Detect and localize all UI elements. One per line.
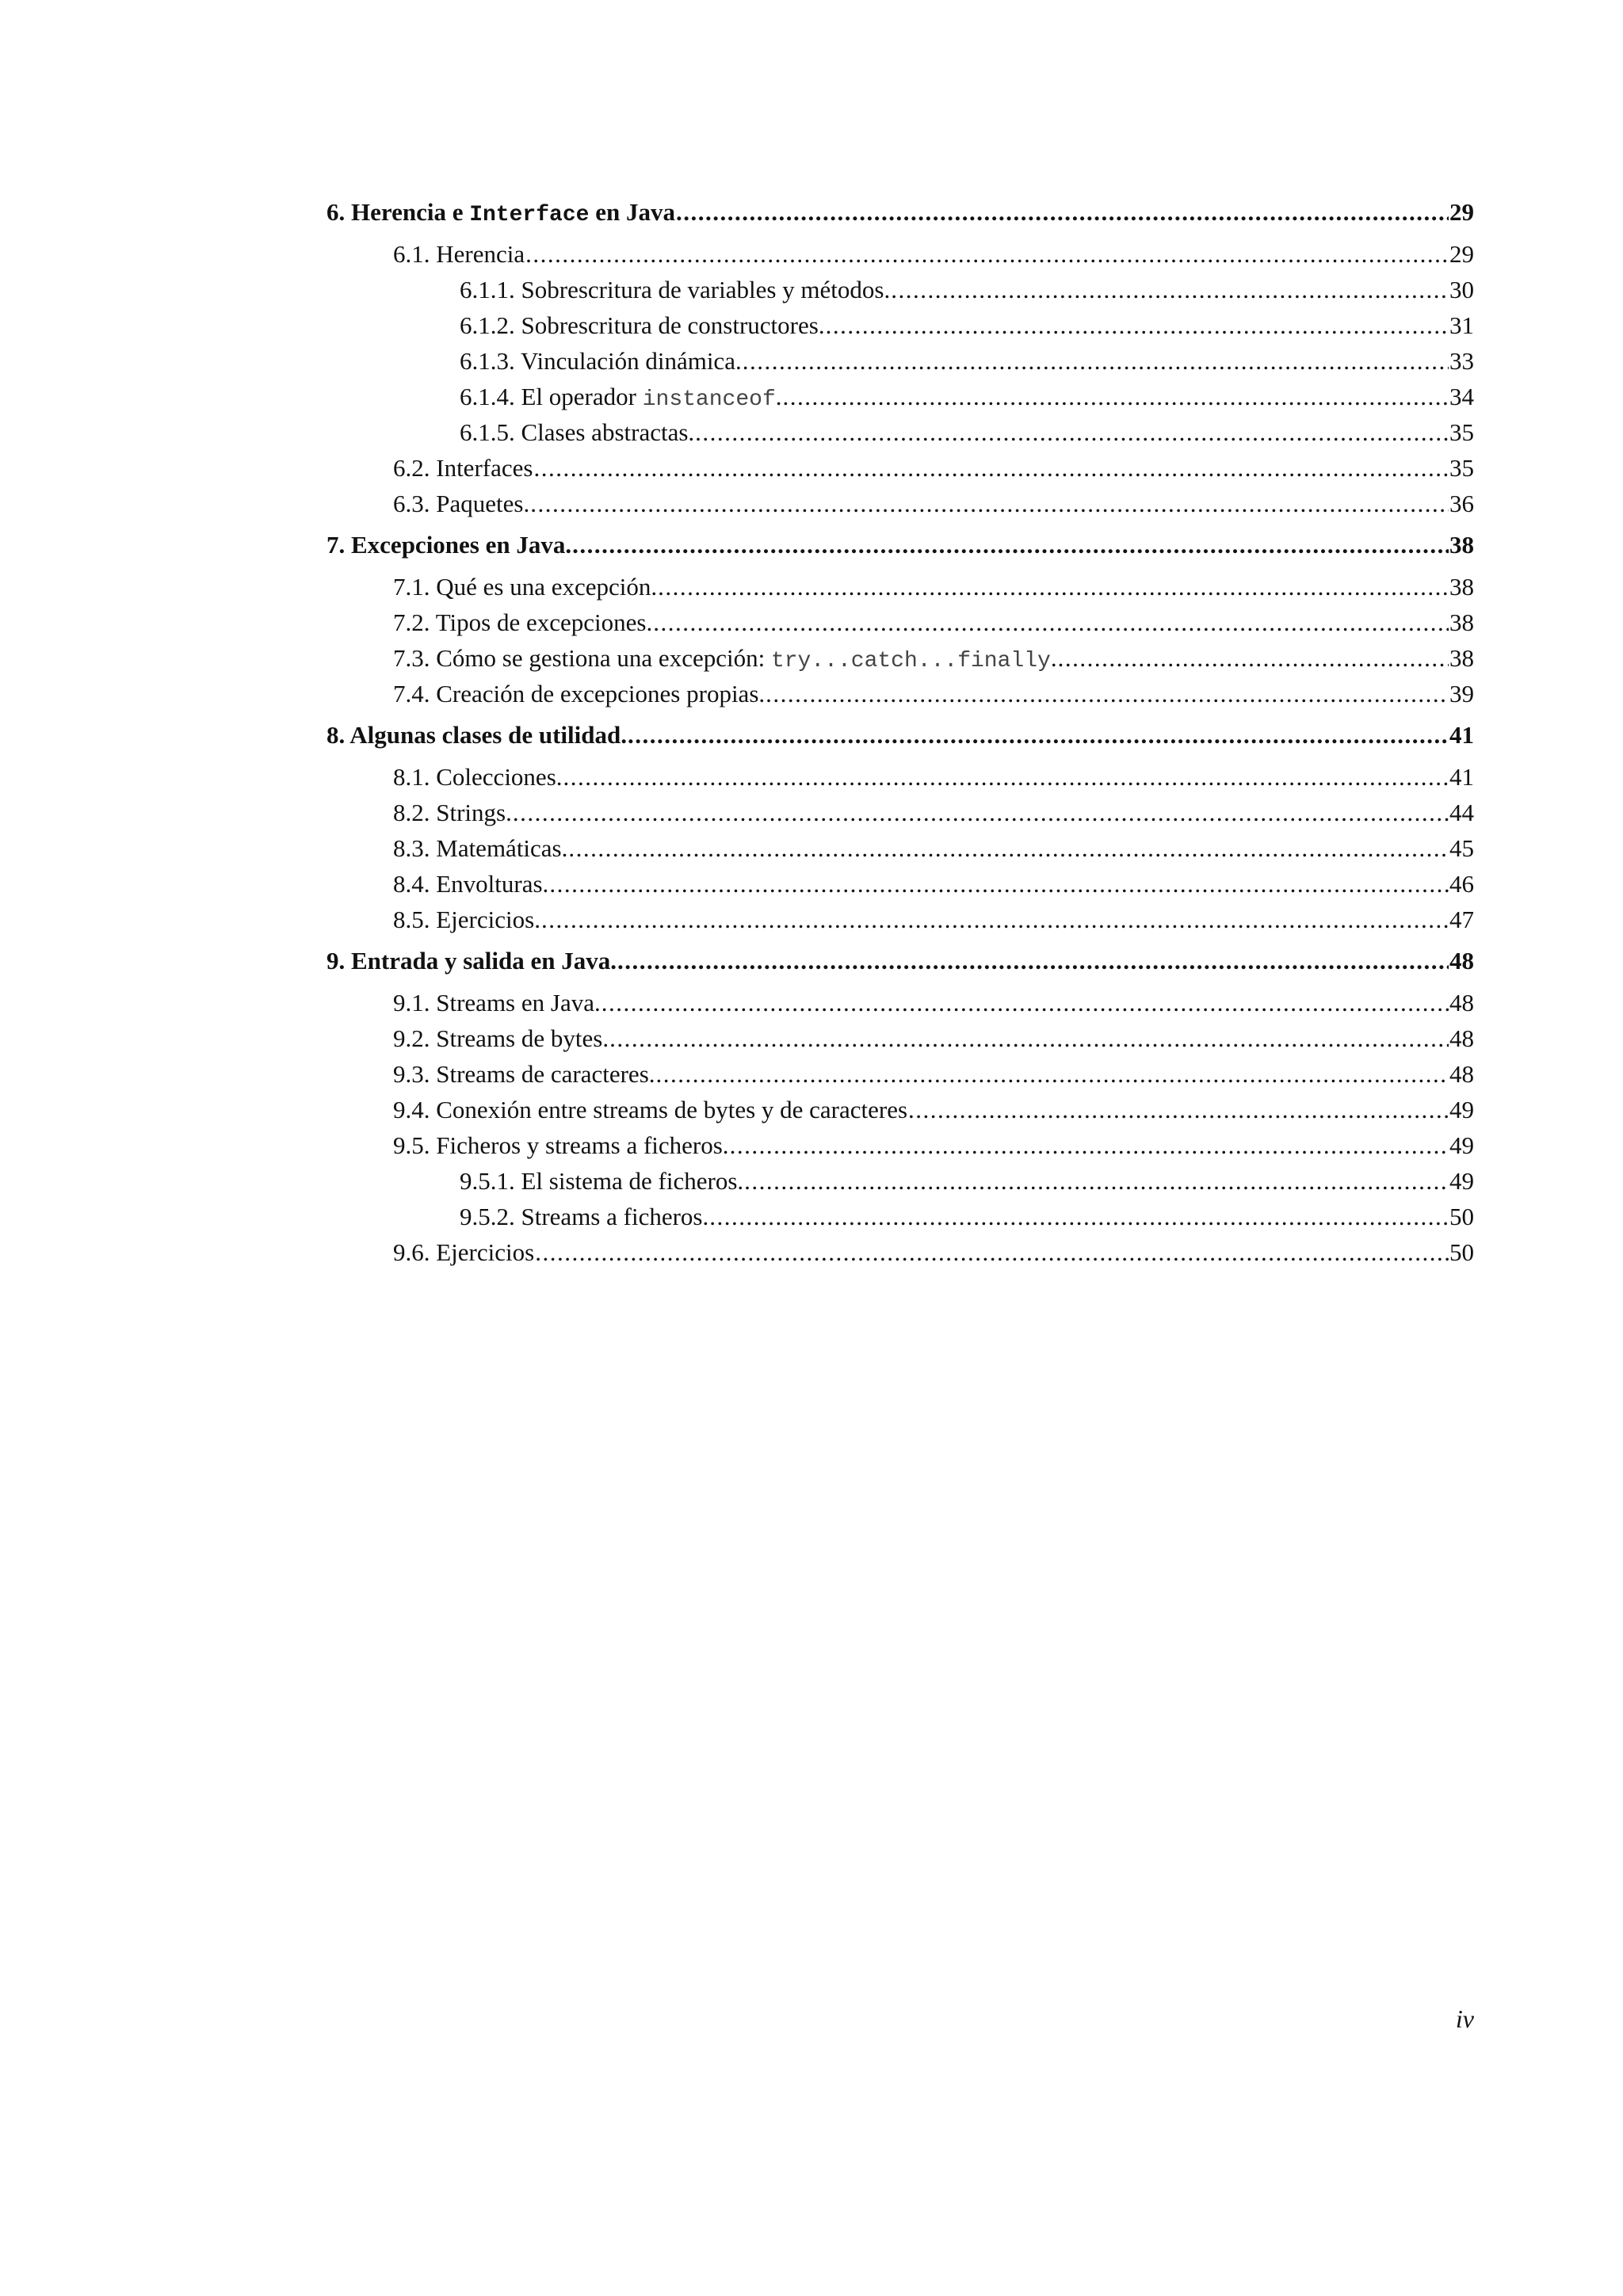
toc-entry-title [393, 1234, 534, 1270]
toc-subsection-entry[interactable] [327, 1163, 1474, 1199]
toc-entry-text: 6.1.3. Vinculación dinámica. [460, 347, 742, 375]
toc-entry-page: 35 [1449, 454, 1474, 482]
toc-dot-leader [609, 1020, 1449, 1056]
toc-entry-title [393, 1020, 609, 1056]
toc-entry-text: 8.4. Envolturas. [393, 870, 549, 898]
toc-entry-title [327, 527, 571, 563]
toc-entry-page: 38 [1449, 573, 1474, 601]
toc-entry-text: 6. Herencia e [327, 198, 470, 226]
toc-entry-title [460, 414, 694, 450]
toc-entry-code: Interface [469, 203, 590, 227]
toc-entry-page: 49 [1449, 1167, 1474, 1195]
toc-dot-leader [1058, 640, 1449, 676]
toc-section-entry[interactable] [327, 1234, 1474, 1270]
toc-entry-title [393, 902, 540, 937]
toc-entry-title [393, 985, 601, 1020]
toc-entry-title [393, 236, 525, 272]
toc-subsection-entry[interactable] [327, 343, 1474, 379]
toc-entry-title [460, 1163, 743, 1199]
toc-dot-leader [766, 676, 1449, 711]
toc-entry-page: 29 [1449, 240, 1474, 268]
toc-dot-leader [743, 343, 1449, 379]
toc-dot-leader [563, 759, 1449, 795]
toc-entry-page: 29 [1449, 198, 1474, 226]
toc-entry-page: 48 [1449, 947, 1474, 974]
toc-entry-page: 45 [1449, 834, 1474, 862]
toc-entry-text: 7.3. Cómo se gestiona una excepción: [393, 644, 771, 672]
toc-entry-page: 50 [1449, 1203, 1474, 1230]
toc-dot-leader [709, 1199, 1449, 1234]
toc-dot-leader [513, 795, 1449, 830]
toc-entry-page: 35 [1449, 418, 1474, 446]
toc-entry-page: 34 [1449, 383, 1474, 410]
toc-dot-leader [695, 414, 1449, 450]
toc-entry-page: 48 [1449, 989, 1474, 1016]
toc-entry-page: 33 [1449, 347, 1474, 375]
toc-section-entry[interactable] [327, 830, 1474, 866]
toc-entry-text: . [775, 383, 782, 410]
toc-entry-page: 38 [1449, 608, 1474, 636]
toc-dot-leader [656, 1056, 1449, 1092]
toc-entry-page: 44 [1449, 799, 1474, 826]
toc-entry-title [393, 605, 652, 640]
toc-entry-title [393, 1127, 729, 1163]
toc-section-entry[interactable] [327, 985, 1474, 1020]
toc-entry-title [327, 943, 617, 978]
toc-entry-title [393, 450, 533, 486]
toc-dot-leader [535, 1234, 1449, 1270]
toc-entry-page: 48 [1449, 1024, 1474, 1052]
toc-dot-leader [628, 717, 1449, 753]
toc-section-entry[interactable] [327, 795, 1474, 830]
toc-entry-page: 48 [1449, 1060, 1474, 1088]
toc-section-entry[interactable] [327, 236, 1474, 272]
toc-entry-code: try...catch...finally [770, 649, 1051, 673]
toc-chapter-entry[interactable] [327, 943, 1474, 978]
toc-entry-text: 6.3. Paquetes. [393, 490, 530, 517]
toc-section-entry[interactable] [327, 605, 1474, 640]
toc-entry-page: 31 [1449, 311, 1474, 339]
toc-dot-leader [653, 605, 1449, 640]
toc-entry-text: 8.3. Matemáticas. [393, 834, 568, 862]
toc-entry-title [393, 486, 529, 521]
toc-subsection-entry[interactable] [327, 414, 1474, 450]
toc-entry-page: 46 [1449, 870, 1474, 898]
toc-entry-text: 9.6. Ejercicios [393, 1238, 535, 1266]
toc-entry-text: 7.1. Qué es una excepción. [393, 573, 658, 601]
toc-entry-text: 9. Entrada y salida en Java. [327, 947, 617, 974]
toc-entry-title [393, 640, 1057, 679]
toc-entry-page: 38 [1449, 644, 1474, 672]
toc-entry-page: 49 [1449, 1096, 1474, 1123]
toc-entry-text: 8. Algunas clases de utilidad. [327, 721, 627, 749]
toc-entry-text: 9.5.2. Streams a ficheros. [460, 1203, 709, 1230]
toc-section-entry[interactable] [327, 640, 1474, 676]
toc-section-entry[interactable] [327, 1056, 1474, 1092]
toc-dot-leader [783, 379, 1449, 414]
toc-entry-title [393, 1092, 907, 1127]
table-of-contents [327, 194, 1474, 1270]
toc-entry-text: 6.1.4. El operador [460, 383, 643, 410]
toc-entry-page: 30 [1449, 276, 1474, 303]
toc-entry-text: 6.1.5. Clases abstractas. [460, 418, 695, 446]
toc-entry-title [460, 272, 890, 307]
toc-entry-code: instanceof [642, 387, 776, 412]
toc-entry-text: . [1050, 644, 1057, 672]
toc-dot-leader [601, 985, 1449, 1020]
toc-section-entry[interactable] [327, 450, 1474, 486]
toc-dot-leader [744, 1163, 1449, 1199]
toc-entry-page: 39 [1449, 680, 1474, 707]
toc-entry-text: 9.5. Ficheros y streams a ficheros. [393, 1131, 729, 1159]
toc-entry-text: 7. Excepciones en Java. [327, 531, 572, 559]
toc-entry-title [393, 676, 765, 711]
toc-subsection-entry[interactable] [327, 1199, 1474, 1234]
toc-section-entry[interactable] [327, 1020, 1474, 1056]
toc-dot-leader [908, 1092, 1449, 1127]
page-number: iv [1455, 2004, 1474, 2033]
toc-dot-leader [826, 307, 1449, 343]
toc-chapter-entry[interactable] [327, 194, 1474, 230]
toc-entry-page: 36 [1449, 490, 1474, 517]
toc-entry-page: 38 [1449, 531, 1474, 559]
toc-entry-page: 49 [1449, 1131, 1474, 1159]
toc-entry-page: 41 [1449, 763, 1474, 791]
toc-section-entry[interactable] [327, 1092, 1474, 1127]
toc-section-entry[interactable] [327, 569, 1474, 605]
toc-section-entry[interactable] [327, 676, 1474, 711]
toc-dot-leader [658, 569, 1449, 605]
toc-entry-title [327, 717, 627, 753]
toc-entry-text: 8.2. Strings. [393, 799, 512, 826]
toc-entry-text: 6.1.2. Sobrescritura de constructores. [460, 311, 825, 339]
toc-entry-title [393, 759, 563, 795]
toc-section-entry[interactable] [327, 866, 1474, 902]
toc-dot-leader [572, 527, 1449, 563]
toc-entry-text: en Java [589, 198, 675, 226]
toc-entry-text: 9.3. Streams de caracteres. [393, 1060, 655, 1088]
toc-dot-leader [730, 1127, 1449, 1163]
toc-entry-text: 6.2. Interfaces [393, 454, 533, 482]
toc-entry-text: 9.5.1. El sistema de ficheros. [460, 1167, 744, 1195]
toc-entry-text: 9.1. Streams en Java. [393, 989, 601, 1016]
toc-dot-leader [568, 830, 1449, 866]
toc-entry-title [393, 866, 548, 902]
toc-entry-text: 6.1.1. Sobrescritura de variables y métodos. [460, 276, 891, 303]
toc-entry-text: 7.2. Tipos de excepciones. [393, 608, 653, 636]
toc-dot-leader [541, 902, 1449, 937]
toc-entry-page: 47 [1449, 906, 1474, 933]
toc-entry-title [393, 795, 512, 830]
toc-entry-title [393, 569, 657, 605]
toc-entry-title [460, 1199, 708, 1234]
toc-entry-text: 9.4. Conexión entre streams de bytes y de caracteres [393, 1096, 908, 1123]
toc-entry-title [393, 1056, 655, 1092]
toc-dot-leader [617, 943, 1449, 978]
toc-chapter-entry[interactable] [327, 717, 1474, 753]
toc-entry-title [393, 830, 567, 866]
toc-section-entry[interactable] [327, 902, 1474, 937]
toc-entry-text: 8.1. Colecciones. [393, 763, 563, 791]
toc-dot-leader [530, 486, 1449, 521]
toc-dot-leader [891, 272, 1449, 307]
toc-subsection-entry[interactable] [327, 379, 1474, 414]
toc-entry-title [460, 379, 782, 418]
toc-entry-page: 50 [1449, 1238, 1474, 1266]
toc-entry-text: 7.4. Creación de excepciones propias. [393, 680, 766, 707]
toc-entry-title [327, 194, 675, 233]
toc-entry-title [460, 343, 742, 379]
toc-dot-leader [533, 450, 1449, 486]
toc-entry-title [460, 307, 825, 343]
toc-chapter-entry[interactable] [327, 527, 1474, 563]
toc-dot-leader [549, 866, 1449, 902]
toc-dot-leader [525, 236, 1449, 272]
toc-entry-text: 8.5. Ejercicios. [393, 906, 540, 933]
toc-section-entry[interactable] [327, 759, 1474, 795]
toc-entry-text: 9.2. Streams de bytes. [393, 1024, 609, 1052]
toc-subsection-entry[interactable] [327, 272, 1474, 307]
toc-dot-leader [676, 194, 1449, 230]
toc-entry-page: 41 [1449, 721, 1474, 749]
toc-entry-text: 6.1. Herencia [393, 240, 525, 268]
toc-section-entry[interactable] [327, 486, 1474, 521]
toc-section-entry[interactable] [327, 1127, 1474, 1163]
toc-subsection-entry[interactable] [327, 307, 1474, 343]
